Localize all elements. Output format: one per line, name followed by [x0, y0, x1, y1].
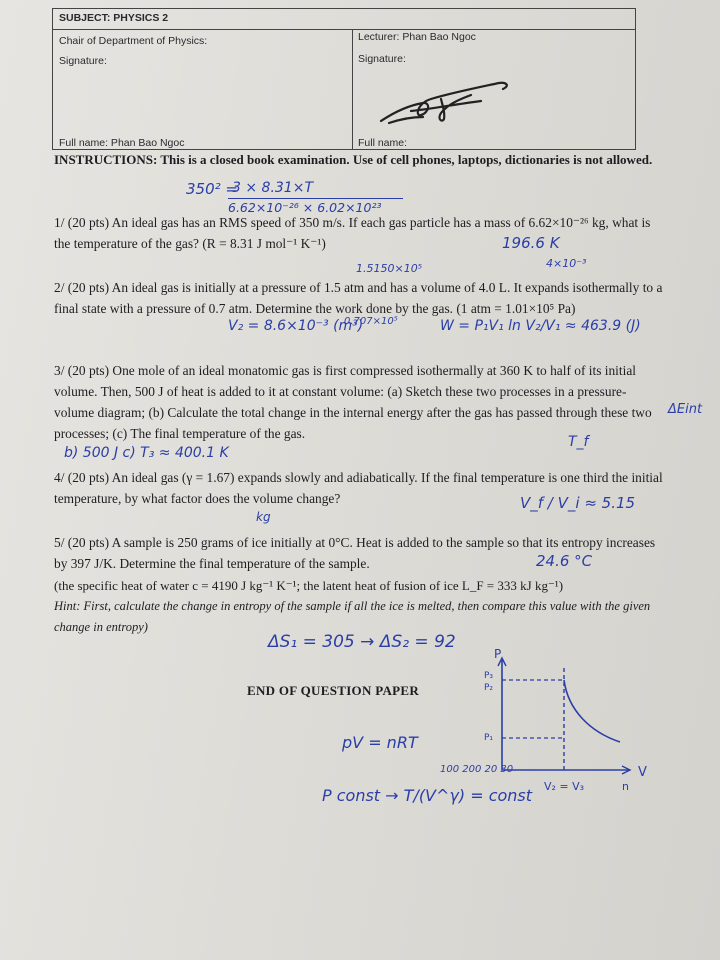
question-4: 4/ (20 pts) An ideal gas (γ = 1.67) expands slowly and adiabatically. If the final temperature is one third the initial temperature, by what factor does the volume change? [54, 470, 663, 506]
adiabatic-side-numbers: 100 200 20 30 [440, 764, 514, 775]
signature-left-label: Signature: [59, 55, 107, 67]
pv-p1-label: P₁ [484, 733, 494, 743]
question-5: 5/ (20 pts) A sample is 250 grams of ice initially at 0°C. Heat is added to the sample so that its entropy increases by 397 J/K. Determine the final temperature of the sample. [54, 535, 656, 571]
q1-work-lhs: 350² = [186, 180, 238, 198]
pv-p3-label: P₃ [484, 671, 494, 681]
q4-answer: V_f / V_i ≈ 5.15 [520, 494, 636, 512]
pv-n-note: n [622, 780, 629, 790]
q3-delta-eint: ΔEint [668, 402, 703, 417]
full-name-right: Full name: [358, 137, 408, 149]
question-2: 2/ (20 pts) An ideal gas is initially at a pressure of 1.5 atm and has a volume of 4.0 L. It expands isothermally to a final state with a pressure of 0.7 atm. Determine the work done by the gas. (1 atm = 1.01×10⁵ Pa) [54, 280, 663, 316]
q5-kg-note: kg [256, 510, 271, 524]
pv-equation: pV = nRT [342, 733, 418, 752]
subject-title: SUBJECT: PHYSICS 2 [59, 12, 169, 24]
chair-label: Chair of Department of Physics: [59, 35, 208, 47]
pv-guide-lines [502, 680, 564, 738]
q3-tf-note: T_f [568, 434, 589, 450]
pv-volume-note: V₂ = V₃ [544, 780, 585, 790]
pv-v-axis-label: V [638, 765, 647, 780]
q3-answers: b) 500 J c) T₃ ≈ 400.1 K [64, 445, 229, 461]
header-table [52, 8, 636, 150]
q2-pressure-note: 1.5150×10⁵ [356, 262, 423, 275]
question-5-hint: Hint: First, calculate the change in entropy of the sample if all the ice is melted, then compare this value with the given change in entropy) [54, 599, 651, 634]
adiabatic-equation: P const → T/(V^γ) = const [322, 786, 533, 805]
q1-work-numerator: 3 × 8.31×T [232, 180, 313, 196]
signature-right-label: Signature: [358, 53, 406, 65]
question-5-constants: (the specific heat of water c = 4190 J kg⁻¹ K⁻¹; the latent heat of fusion of ice L_F = 333 kJ kg⁻¹) [54, 578, 564, 593]
full-name-left: Full name: Phan Bao Ngoc [59, 137, 185, 149]
lecturer-label: Lecturer: Phan Bao Ngoc [358, 31, 476, 43]
q5-answer: 24.6 °C [536, 552, 593, 570]
end-of-paper: END OF QUESTION PAPER [247, 683, 420, 698]
q1-fraction-line [228, 198, 403, 199]
question-3: 3/ (20 pts) One mole of an ideal monatomic gas is first compressed isothermally at 360 K to half of its initial volume. Then, 500 J of heat is added to it at constant volume: (a) Sketch these two processes in a pressure-volume diagram; (b) Calculate the total change in the internal energy after the gas has passed through these two processes; (c) The final temperature of the gas. [54, 363, 652, 441]
q2-work-answer: W = P₁V₁ ln V₂/V₁ ≈ 463.9 (J) [440, 318, 641, 334]
q2-v2: V₂ = 8.6×10⁻³ (m³) [228, 318, 364, 334]
q2-volume-note: 4×10⁻³ [546, 257, 587, 270]
signature-image [371, 73, 521, 133]
q1-answer: 196.6 K [502, 234, 560, 252]
pv-diagram-sketch [480, 640, 660, 790]
pv-p2-label: P₂ [484, 683, 494, 693]
pv-isotherm-curve [564, 680, 620, 742]
subject-row [53, 9, 635, 30]
pv-axes [502, 660, 630, 770]
pv-p-axis-label: P [494, 647, 502, 661]
q2-p2-note: 0.707×10⁵ [344, 316, 398, 327]
header-divider [352, 29, 353, 149]
instructions: INSTRUCTIONS: This is a closed book examination. Use of cell phones, laptops, dictionaries is not allowed. [54, 152, 653, 167]
q5-entropy-work: ΔS₁ = 305 → ΔS₂ = 92 [268, 632, 456, 652]
q1-work-denominator: 6.62×10⁻²⁶ × 6.02×10²³ [228, 200, 382, 215]
question-1: 1/ (20 pts) An ideal gas has an RMS speed of 350 m/s. If each gas particle has a mass of 6.62×10⁻²⁶ kg, what is the temperature of the gas? (R = 8.31 J mol⁻¹ K⁻¹) [54, 215, 651, 251]
